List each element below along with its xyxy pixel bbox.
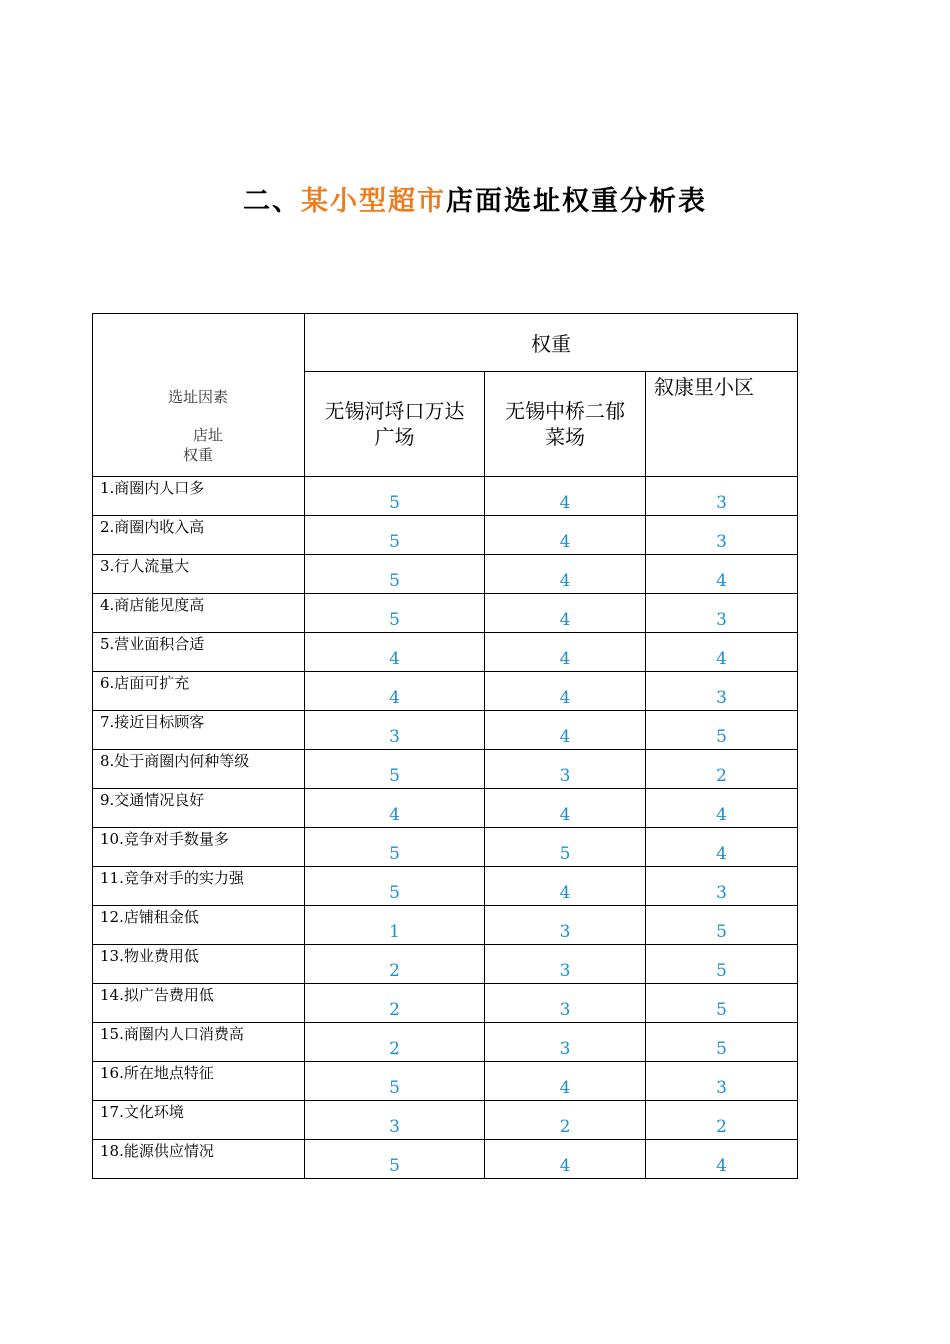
score-cell: 2 — [305, 1023, 485, 1062]
score-cell: 3 — [485, 1023, 646, 1062]
score-cell: 5 — [305, 555, 485, 594]
score-cell: 2 — [485, 1101, 646, 1140]
table-row — [93, 477, 798, 516]
site-name-line2: 菜场 — [545, 425, 585, 449]
factor-cell: 16.所在地点特征 — [93, 1062, 305, 1101]
site-name-line1: 叙康里小区 — [654, 375, 754, 399]
header-row-1 — [93, 314, 798, 372]
score-cell: 5 — [305, 750, 485, 789]
table-row — [93, 711, 798, 750]
table-row — [93, 594, 798, 633]
factor-cell: 14.拟广告费用低 — [93, 984, 305, 1023]
site-header-xukangli — [646, 372, 798, 477]
score-cell: 4 — [485, 555, 646, 594]
score-cell: 3 — [646, 594, 798, 633]
score-cell: 3 — [305, 1101, 485, 1140]
table-row — [93, 789, 798, 828]
score-cell: 5 — [646, 711, 798, 750]
table-row — [93, 1140, 798, 1179]
title-highlight: 某小型超市 — [301, 186, 446, 217]
factor-cell: 9.交通情况良好 — [93, 789, 305, 828]
table-row — [93, 1062, 798, 1101]
factor-cell: 12.店铺租金低 — [93, 906, 305, 945]
site-header-zhongqiao — [485, 372, 646, 477]
score-cell: 4 — [646, 633, 798, 672]
factor-cell: 6.店面可扩充 — [93, 672, 305, 711]
score-cell: 4 — [485, 516, 646, 555]
score-cell: 4 — [485, 867, 646, 906]
score-cell: 3 — [646, 516, 798, 555]
weight-analysis-table — [92, 313, 798, 1179]
score-cell: 3 — [485, 945, 646, 984]
factor-cell: 3.行人流量大 — [93, 555, 305, 594]
score-cell: 3 — [485, 750, 646, 789]
score-cell: 2 — [646, 1101, 798, 1140]
table-row — [93, 1101, 798, 1140]
page-title — [0, 182, 950, 222]
table-row — [93, 672, 798, 711]
factor-cell: 7.接近目标顾客 — [93, 711, 305, 750]
score-cell: 4 — [485, 1140, 646, 1179]
site-name-line1: 无锡中桥二郁 — [505, 399, 625, 423]
factor-cell: 11.竞争对手的实力强 — [93, 867, 305, 906]
factor-cell: 1.商圈内人口多 — [93, 477, 305, 516]
score-cell: 3 — [646, 1062, 798, 1101]
score-cell: 4 — [485, 633, 646, 672]
table-row — [93, 984, 798, 1023]
table-row — [93, 828, 798, 867]
score-cell: 4 — [485, 1062, 646, 1101]
table-row — [93, 1023, 798, 1062]
score-cell: 2 — [305, 984, 485, 1023]
score-cell: 3 — [485, 984, 646, 1023]
score-cell: 3 — [646, 477, 798, 516]
table-row — [93, 750, 798, 789]
table-row — [93, 633, 798, 672]
score-cell: 2 — [305, 945, 485, 984]
factor-cell: 15.商圈内人口消费高 — [93, 1023, 305, 1062]
score-cell: 5 — [646, 1023, 798, 1062]
score-cell: 5 — [305, 1140, 485, 1179]
site-name-line2: 广场 — [374, 425, 415, 449]
factor-header-label: 选址因素 — [167, 388, 228, 406]
score-cell: 5 — [305, 594, 485, 633]
score-cell: 4 — [646, 1140, 798, 1179]
score-cell: 4 — [485, 672, 646, 711]
factor-cell: 10.竞争对手数量多 — [93, 828, 305, 867]
score-cell: 3 — [646, 867, 798, 906]
score-cell: 4 — [305, 633, 485, 672]
score-cell: 5 — [646, 984, 798, 1023]
table-body — [93, 314, 798, 1179]
score-cell: 4 — [305, 672, 485, 711]
score-cell: 4 — [646, 789, 798, 828]
score-cell: 5 — [485, 828, 646, 867]
score-cell: 4 — [485, 789, 646, 828]
weight-header-label: 权重 — [182, 446, 213, 464]
score-cell: 1 — [305, 906, 485, 945]
score-cell: 4 — [485, 711, 646, 750]
site-header-wanda — [305, 372, 485, 477]
score-cell: 3 — [646, 672, 798, 711]
table-row — [93, 906, 798, 945]
table-row — [93, 945, 798, 984]
score-cell: 3 — [485, 906, 646, 945]
score-cell: 4 — [485, 477, 646, 516]
score-cell: 5 — [305, 867, 485, 906]
score-cell: 2 — [646, 750, 798, 789]
factor-cell: 4.商店能见度高 — [93, 594, 305, 633]
score-cell: 5 — [305, 516, 485, 555]
title-prefix: 二、 — [243, 186, 301, 217]
score-cell: 5 — [646, 906, 798, 945]
score-cell: 4 — [646, 555, 798, 594]
score-cell: 4 — [305, 789, 485, 828]
score-cell: 3 — [305, 711, 485, 750]
factor-cell: 8.处于商圈内何种等级 — [93, 750, 305, 789]
table-row — [93, 516, 798, 555]
title-suffix: 店面选址权重分析表 — [446, 186, 707, 217]
score-cell: 5 — [305, 477, 485, 516]
table-row — [93, 555, 798, 594]
site-header-label: 店址 — [192, 426, 223, 444]
score-cell: 5 — [305, 828, 485, 867]
factor-cell: 13.物业费用低 — [93, 945, 305, 984]
factor-cell: 5.营业面积合适 — [93, 633, 305, 672]
factor-cell: 2.商圈内收入高 — [93, 516, 305, 555]
factor-header-cell — [93, 314, 305, 477]
score-cell: 4 — [646, 828, 798, 867]
table-row — [93, 867, 798, 906]
score-cell: 4 — [485, 594, 646, 633]
score-cell: 5 — [305, 1062, 485, 1101]
site-name-line1: 无锡河埒口万达 — [324, 399, 465, 423]
score-cell: 5 — [646, 945, 798, 984]
factor-cell: 17.文化环境 — [93, 1101, 305, 1140]
factor-cell: 18.能源供应情况 — [93, 1140, 305, 1179]
weight-group-header: 权重 — [305, 314, 798, 372]
